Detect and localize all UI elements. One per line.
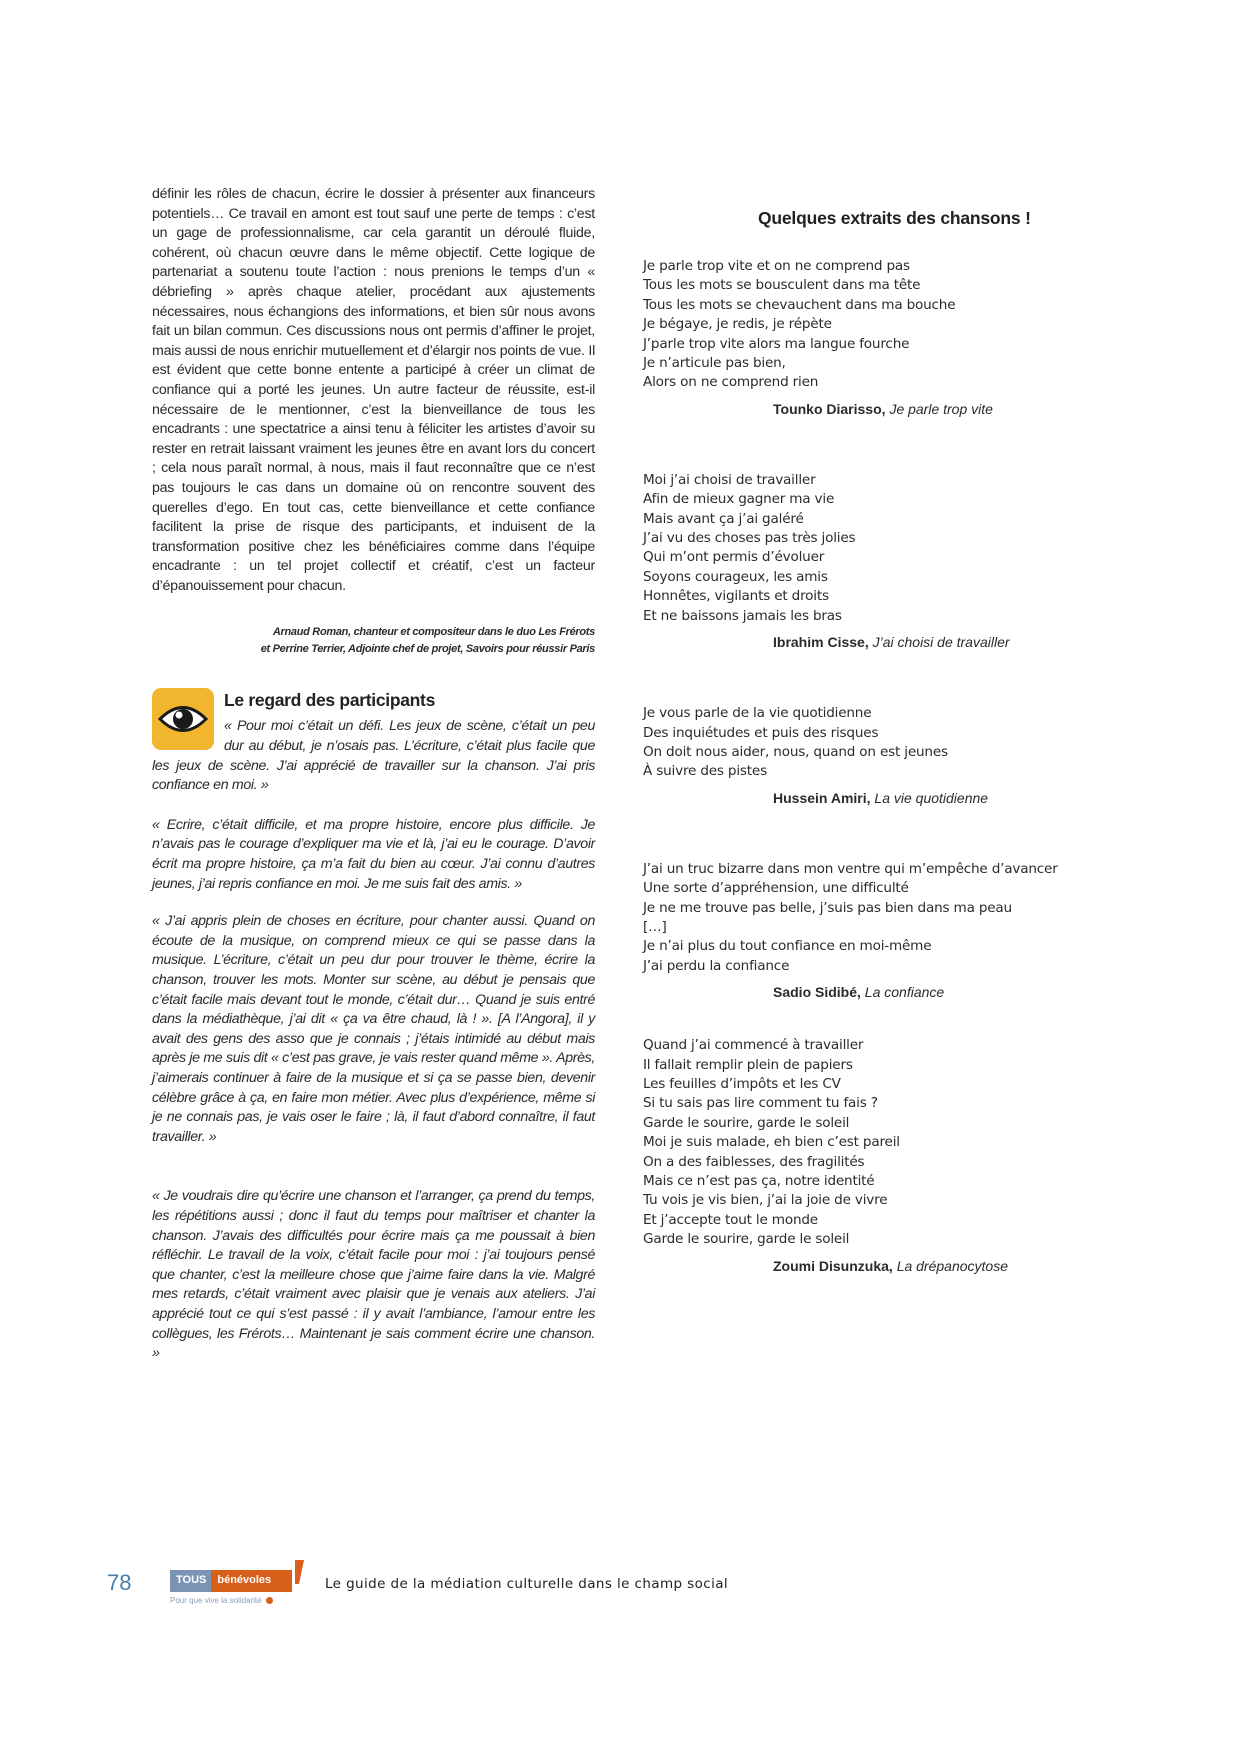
lyric-line: Tous les mots se chevauchent dans ma bouche [643,296,956,313]
logo-benevoles: bénévoles [211,1570,292,1592]
lyric-line: Je vous parle de la vie quotidienne [643,705,872,722]
lyric-line: Les feuilles d’impôts et les CV [643,1075,841,1092]
lyric-line: Des inquiétudes et puis des risques [643,724,879,741]
lyric-line: Une sorte d’appréhension, une difficulté [643,880,909,897]
logo-bar [170,1570,292,1592]
right-column [643,208,1103,1276]
song-author: Zoumi Disunzuka, [773,1257,893,1274]
lyric-line: J’ai vu des choses pas très jolies [643,530,856,547]
page-footer [0,1560,1240,1620]
lyric-line: Tu vois je vis bien, j’ai la joie de vivre [643,1192,888,1209]
lyric-line: Garde le sourire, garde le soleil [643,1231,850,1248]
song-author: Hussein Amiri, [773,789,871,806]
participant-quote: « Pour moi c’était un défi. Les jeux de scène, c’était un peu dur au début, je n’osais pas. L’écriture, c’était plus facile que les jeux de scène. J’ai apprécié de travailler sur la chanson. J’ai pris confiance en moi. » [152,718,595,794]
lyric-line: Afin de mieux gagner ma vie [643,491,835,508]
lyric-line: Moi je suis malade, eh bien c’est pareil [643,1134,900,1151]
lyric-line: Je ne me trouve pas belle, j’suis pas bien dans ma peau [643,899,1012,916]
song-author: Ibrahim Cisse, [773,634,869,651]
song-excerpt [643,704,1103,808]
lyric-line: Quand j’ai commencé à travailler [643,1037,864,1054]
section-heading: Le regard des participants [224,690,436,711]
lyric-line: Il fallait remplir plein de papiers [643,1056,853,1073]
signature [152,624,595,658]
lyric-line: Je n’ai plus du tout confiance en moi-même [643,938,932,955]
signature-line-2: et Perrine Terrier, Adjointe chef de projet, Savoirs pour réussir Paris [260,643,595,656]
lyric-line: À suivre des pistes [643,763,767,780]
lyric-line: Mais ce n’est pas ça, notre identité [643,1173,875,1189]
lyric-line: On doit nous aider, nous, quand on est jeunes [643,743,948,760]
lyric-line: Si tu sais pas lire comment tu fais ? [643,1095,878,1112]
lyric-line: Tous les mots se bousculent dans ma tête [643,277,921,294]
song-title: La drépanocytose [896,1257,1008,1274]
page-number: 78 [107,1570,132,1595]
song-title: Je parle trop vite [889,400,993,417]
signature-line-1: Arnaud Roman, chanteur et compositeur dans le duo Les Frérots [272,626,595,639]
tous-benevoles-logo [170,1560,312,1610]
logo-tagline: Pour que vive la solidarité [170,1596,273,1605]
participant-quote: « Ecrire, c’était difficile, et ma propre histoire, encore plus difficile. Je n’avais pas le courage d’expliquer ma vie et là, j’ai eu le courage. D’avoir écrit ma propre histoire, ça m’a fait du bien au cœur. J’ai connu d’autres jeunes, j’ai repris confiance en moi. Je me suis fait des amis. » [152,816,595,892]
song-title: La vie quotidienne [874,789,989,806]
lyric-line: J’ai un truc bizarre dans mon ventre qui m’empêche d’avancer [643,860,1058,877]
song-attribution [773,1256,1103,1276]
participants-section [152,688,595,1363]
lyric-line: J’ai perdu la confiance [643,957,790,974]
song-attribution [773,632,1103,652]
song-author: Sadio Sidibé, [773,984,861,1001]
lyric-line: Qui m’ont permis d’évoluer [643,549,825,566]
song-excerpt [643,257,1103,419]
left-column [152,185,595,1382]
lyric-line: Mais avant ça j’ai galéré [643,510,804,527]
lyric-line: Je n’articule pas bien, [643,355,786,372]
body-paragraph: définir les rôles de chacun, écrire le dossier à présenter aux financeurs potentiels… Ce travail en amont est tout sauf une perte de temps : c’est un gage de professionnalisme, car cela garantit un déroulé fluide, cohérent, où chacun œuvre dans le même objectif. Cette logique de partenariat a soutenu toute l’action : nous prenions le temps d’un « débriefing » après chaque atelier, procédant aux ajustements nécessaires, nous échangions des informations, et bien sûr nous avons fait un bilan commun. Ces discussions nous ont permis d’affiner le projet, mais aussi de nous enrichir mutuellement et d’élargir nos points de vue. Il est évident que cette bonne entente a participé à créer un climat de confiance qui a porté les jeunes. Un autre facteur de réussite, est-il nécessaire de le mentionner, c’est la bienveillance de tous les encadrants : une spectatrice a ainsi tenu à féliciter les artistes d’avoir su rester en retrait laissant vraiment les jeunes être en avant lors du concert ; cela nous paraît normal, à nous, mais il faut reconnaître que ce n’est pas toujours le cas dans un domaine où on rencontre souvent des querelles d’ego. En tout cas, cette bienveillance et cette confiance facilitent la prise de risque des participants, et induisent de la transformation positive chez les bénéficiaires comme dans l’équipe encadrante : un tel projet collectif et créatif, c’est un facteur d’épanouissement pour chacun. [152,186,595,594]
song-author: Tounko Diarisso, [773,400,886,417]
lyric-line: On a des faiblesses, des fragilités [643,1153,865,1170]
lyric-line: Alors on ne comprend rien [643,374,819,391]
exclamation-icon [292,1560,304,1594]
song-title: La confiance [864,984,945,1001]
lyric-line: Soyons courageux, les amis [643,568,828,585]
song-title: J’ai choisi de travailler [872,634,1010,651]
lyric-line: Je parle trop vite et on ne comprend pas [643,258,910,274]
song-attribution [773,982,1103,1002]
song-excerpt [643,471,1103,652]
dot-icon [266,1597,273,1604]
song-attribution [773,399,1103,419]
song-attribution [773,788,1103,808]
guide-title: Le guide de la médiation culturelle dans le champ social [325,1576,729,1592]
lyric-line: Moi j’ai choisi de travailler [643,471,816,488]
lyric-line: Je bégaye, je redis, je répète [643,316,832,333]
lyric-line: Honnêtes, vigilants et droits [643,588,829,605]
lyric-line: J’parle trop vite alors ma langue fourche [643,335,910,352]
lyrics-section-title: Quelques extraits des chansons ! [758,208,1031,228]
song-excerpts [643,257,1103,1276]
lyric-line: Et j’accepte tout le monde [643,1211,818,1228]
song-excerpt [643,1036,1103,1275]
logo-tous: TOUS [170,1570,211,1592]
lyric-line: Garde le sourire, garde le soleil [643,1114,850,1131]
song-excerpt [643,860,1103,1002]
eye-icon [152,688,214,750]
participant-quote: « J’ai appris plein de choses en écriture, pour chanter aussi. Quand on écoute de la musique, on comprend mieux ce qui se passe dans la musique. L’écriture, c’était un peu dur pour trouver le thème, écrire la chanson, trouver les mots. Monter sur scène, au début je pensais que c’était facile mais devant tout le monde, c’était dur… Quand je suis entré dans la médiathèque, j’ai dit « ça va être chaud, là ! ». [A l’Angora], il y avait des gens des asso que je connais ; j’étais intimidé au début mais après je me suis dit « c’est pas grave, je vais rester quand même ». Après, j’aimerais continuer à faire de la musique et si ça se passe bien, devenir célèbre grâce à ça, en faire mon métier. Avec plus d’expérience, même si je ne connais pas, je vais oser le faire ; là, il faut d’abord connaître, il faut travailler. » [152,913,595,1145]
lyric-line: […] [643,918,667,935]
lyric-line: Et ne baissons jamais les bras [643,607,842,624]
participant-quote: « Je voudrais dire qu’écrire une chanson et l’arranger, ça prend du temps, les répétitions aussi ; donc il faut du temps pour maîtriser et chanter la chanson. J’avais des difficultés pour écrire mais ça me poussait à bien réfléchir. Le travail de la voix, c’était facile pour moi : j’ai toujours pensé que chanter, c’est la meilleure chose que j’aime faire dans la vie. Malgré mes retards, c’était vraiment avec plaisir que je venais aux ateliers. J’ai apprécié tout ce qui s’est passé : il y avait l’ambiance, l’amour entre les collègues, les Frérots… Maintenant je sais comment écrire une chanson. » [152,1188,595,1362]
